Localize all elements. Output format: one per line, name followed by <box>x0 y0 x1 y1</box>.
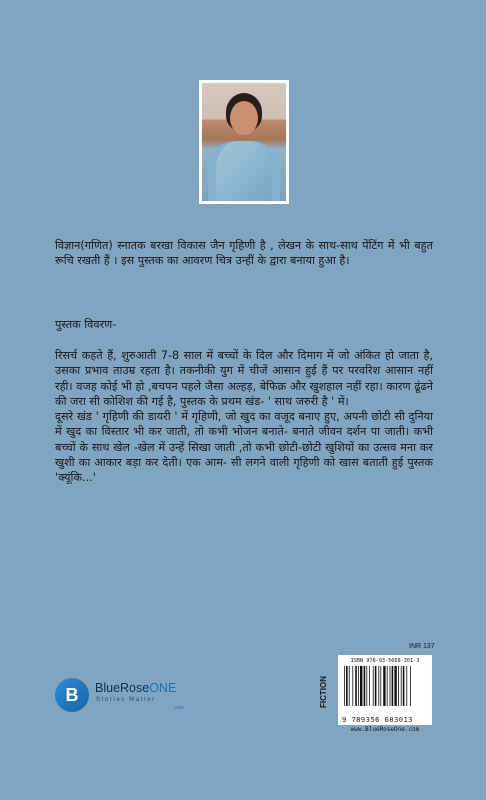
about-author <box>55 238 433 269</box>
genre-label: FICTION <box>319 676 328 708</box>
publisher-domain: .com <box>173 705 184 711</box>
section-heading <box>55 317 433 332</box>
book-description <box>55 348 433 486</box>
isbn-number: 9 789356 683013 <box>342 715 413 724</box>
publisher-tagline: Stories Matter <box>96 697 156 703</box>
about-author-text: विज्ञान(गणित) स्नातक बरखा विकास जैन गृहिणी है , लेखन के साथ-साथ पेंटिंग में भी बहुत रूचि रखती हैं । इस पुस्तक का आवरण चित्र उन्हीं के द्वारा बनाया हुआ है। <box>55 239 433 268</box>
description-paragraph-1: रिसर्च कहते हैं, शुरुआती 7-8 साल में बच्चों के दिल और दिमाग में जो अंकित हो जाता है, उसका प्रभाव ताउम्र रहता है। तकनीकी युग में चीजें आसान हुई हैं पर परवरिश आसान नहीं रही। वजह कोई भी हो ,बचपन पहले जैसा अल्हड़, बेफिक्र और खुशहाल नहीं रहा। कारण ढूंढने की जरा सी कोशिश की गई है, पुस्तक के प्रथम खंड- ' साथ जरुरी है ' में। <box>55 349 433 408</box>
publisher-website: www.BlueRoseOne.com <box>350 726 420 733</box>
section-heading-text: पुस्तक विवरण- <box>55 318 117 331</box>
description-paragraph-2: दूसरे खंड ' गृहिणी की डायरी ' में गृहिणी, जो खुद का वजूद बनाए हुए, अपनी छोटी सी दुनिया में खुद का विस्तार भी कर जाती, तो कभी भोजन बनाते- बनाते जीवन दर्शन पा जाती। कभी बच्चों के साथ खेल -खेल में उन्हें सिखा जाती ,तो कभी छोटी-छोटी खुशियों का उत्सव मना कर खुशी का आकार बड़ा कर देती। एक आम- सी लगने वाली गृहिणी को खास बताती हुई पुस्तक 'क्यूंकि...' <box>55 410 433 485</box>
publisher-logo <box>55 678 205 714</box>
publisher-badge-icon: B <box>55 678 89 712</box>
barcode-bars-icon <box>342 666 428 714</box>
price-label: INR 137 <box>409 643 435 650</box>
author-photo <box>199 80 289 204</box>
barcode <box>338 655 432 725</box>
isbn-label: ISBN 978-93-5668-301-3 <box>350 658 420 664</box>
publisher-name: BlueRoseONE <box>95 681 177 695</box>
